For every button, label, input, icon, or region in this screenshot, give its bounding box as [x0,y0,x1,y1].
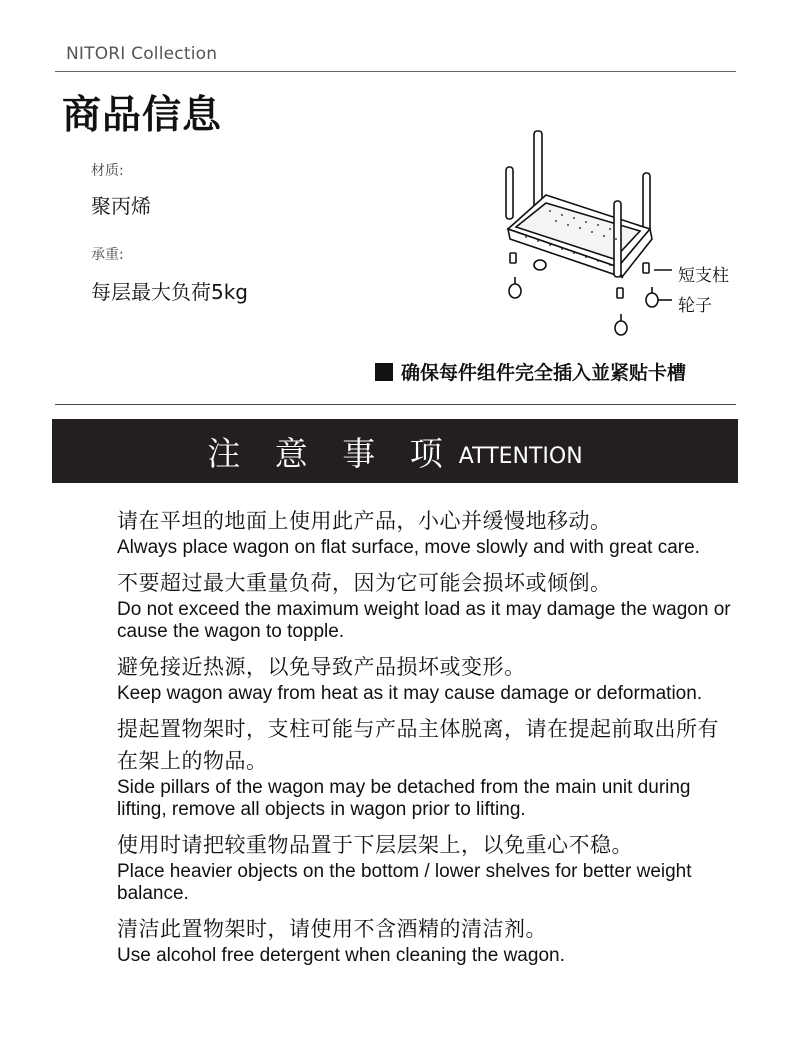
attention-item [117,505,737,559]
attention-item-en: Do not exceed the maximum weight load as it may damage the wagon or cause the wagon to topple. [117,599,731,642]
wheel-label: 轮子 [678,296,712,316]
assembly-diagram [490,125,740,345]
attention-item-en: Side pillars of the wagon may be detached from the main unit during lifting, remove all objects in wagon prior to lifting. [117,777,691,820]
section-divider [55,404,736,405]
attention-item-cn: 避免接近热源，以免导致产品损坏或变形。 [117,655,526,679]
attention-item-en: Use alcohol free detergent when cleaning the wagon. [117,945,565,966]
brand-name: NITORI Collection [66,44,218,64]
page-title: 商品信息 [62,93,223,138]
assembly-note-text: 确保每件组件完全插入並紧贴卡槽 [401,362,687,384]
square-bullet-icon [375,363,393,381]
short-pillar-label: 短支柱 [678,266,729,286]
attention-item [117,567,737,643]
load-value: 每层最大负荷5kg [91,280,249,304]
attention-item-en: Place heavier objects on the bottom / lower shelves for better weight balance. [117,861,692,904]
attention-item-en: Always place wagon on flat surface, move slowly and with great care. [117,537,700,558]
material-value: 聚丙烯 [91,194,151,218]
attention-item [117,651,737,705]
attention-item-cn: 使用时请把较重物品置于下层层架上，以免重心不稳。 [117,833,633,857]
attention-title-cn: 注 意 事 项 [207,433,455,473]
top-divider [55,71,736,72]
attention-item-en: Keep wagon away from heat as it may cause damage or deformation. [117,683,703,704]
attention-item-cn: 清洁此置物架时，请使用不含酒精的清洁剂。 [117,917,547,941]
attention-item-cn: 请在平坦的地面上使用此产品，小心并缓慢地移动。 [117,509,612,533]
load-label: 承重: [91,247,124,263]
attention-item-cn: 不要超过最大重量负荷，因为它可能会损坏或倾倒。 [117,571,612,595]
attention-item [117,713,737,821]
attention-item [117,829,737,905]
material-label: 材质: [91,163,124,179]
attention-item-cn: 提起置物架时，支柱可能与产品主体脱离，请在提起前取出所有在架上的物品。 [117,717,719,773]
attention-banner [52,419,738,483]
assembly-note [375,358,686,385]
attention-list [117,505,737,975]
attention-item [117,913,737,967]
attention-title-en: ATTENTION [458,443,583,469]
